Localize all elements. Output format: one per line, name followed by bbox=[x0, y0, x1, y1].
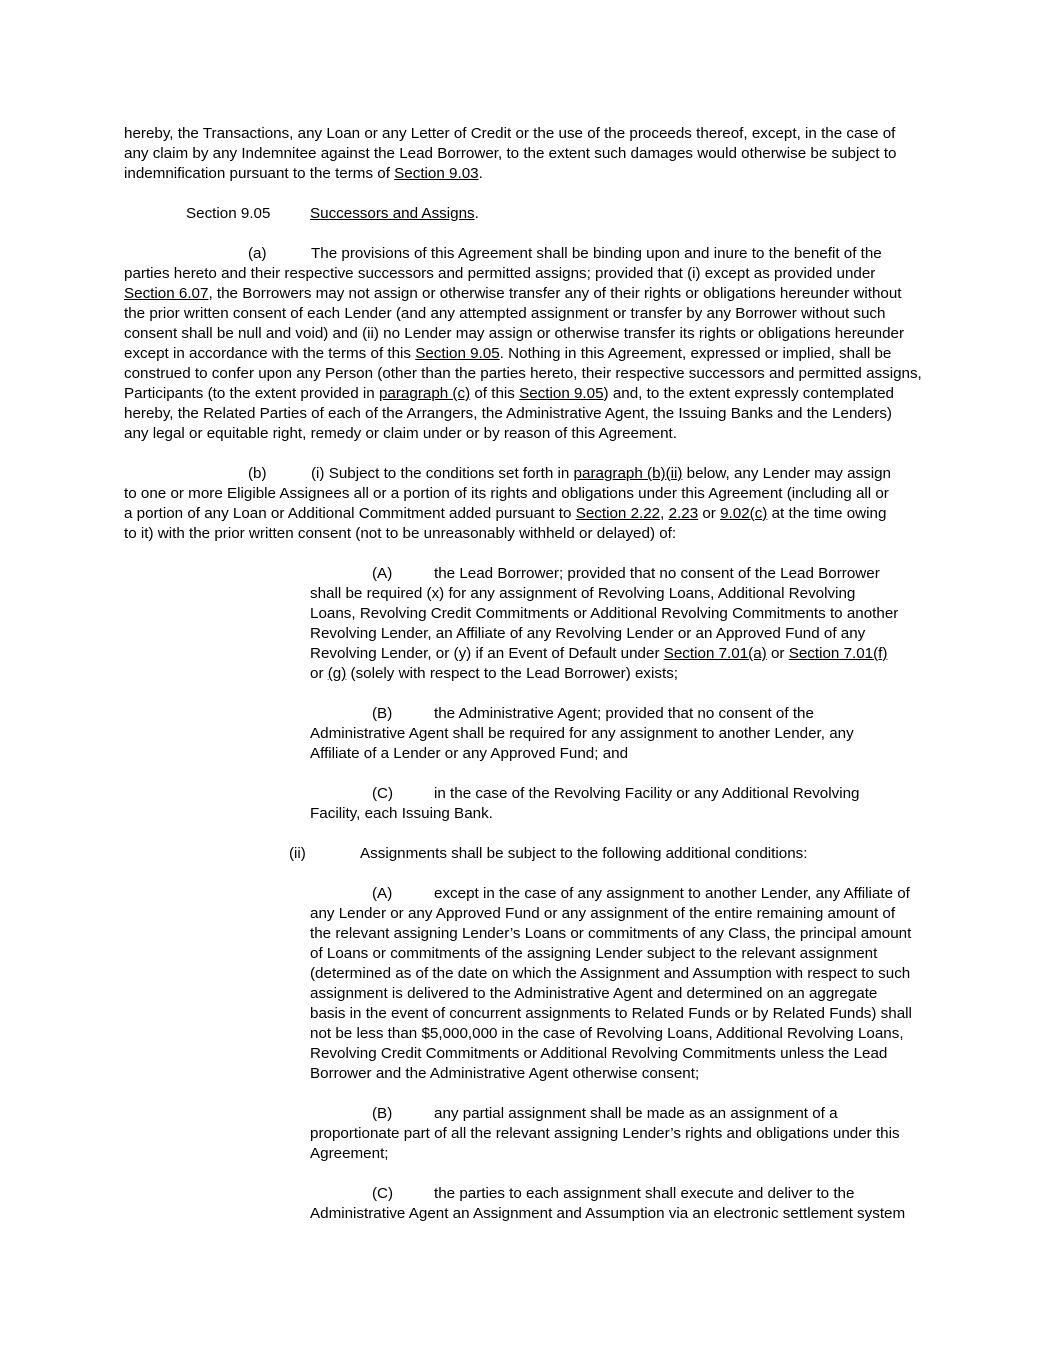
text-line: any legal or equitable right, remedy or claim under or by reason of this Agreement. bbox=[124, 425, 677, 442]
text-line: indemnification pursuant to the terms of Section 9.03. bbox=[124, 165, 483, 182]
section-2-23-link[interactable]: 2.23 bbox=[668, 505, 699, 522]
section-heading: Section 9.05 Successors and Assigns. bbox=[186, 205, 479, 222]
section-9-05-link[interactable]: Section 9.05 bbox=[415, 345, 500, 362]
subparagraph-label: (A) bbox=[372, 565, 393, 582]
text-line: Revolving Lender, or (y) if an Event of Default under Section 7.01(a) or Section 7.01(f) bbox=[310, 645, 888, 662]
paragraph-label: (a) bbox=[248, 245, 267, 262]
text-line: Revolving Lender, an Affiliate of any Revolving Lender or an Approved Fund of any bbox=[310, 625, 866, 642]
subparagraph-b-A: (A) the Lead Borrower; provided that no consent of the Lead Borrower shall be required (x) for any assignment of Revolving Loans, Additional Revolving Loans, Revolving Credit Commitments or Additional Revolving Commitments to another Revolving Lender, an Affiliate of any Revolving Lender or an Approved Fund of any Revolving Lender, or (y) if an Event of Default under Section 7.01(a) or Section 7.01(f) or (g) (solely with respect to the Lead Borrower) exists; bbox=[310, 565, 899, 682]
text-line: (determined as of the date on which the Assignment and Assumption with respect to such bbox=[310, 965, 911, 982]
subparagraph-label: (C) bbox=[372, 1185, 394, 1202]
section-2-22-link[interactable]: Section 2.22 bbox=[575, 505, 661, 522]
paragraph-c-link[interactable]: paragraph (c) bbox=[378, 385, 471, 402]
section-9-05-link[interactable]: Section 9.05 bbox=[519, 385, 604, 402]
text-line: hereby, the Related Parties of each of the Arrangers, the Administrative Agent, the Issuing Banks and the Lenders) bbox=[124, 405, 892, 422]
clause-g-link[interactable]: (g) bbox=[327, 665, 347, 682]
subparagraph-label: (B) bbox=[372, 1105, 393, 1122]
paragraph-b-ii-link[interactable]: paragraph (b)(ii) bbox=[573, 465, 683, 482]
text-line: consent shall be null and void) and (ii) no Lender may assign or otherwise transfer its rights or obligations hereunder bbox=[124, 325, 905, 342]
paragraph-label: (b) bbox=[248, 465, 267, 482]
subparagraph-b-ii: (ii) Assignments shall be subject to the following additional conditions: bbox=[289, 845, 808, 862]
subparagraph-ii-B: (B) any partial assignment shall be made as an assignment of a proportionate part of all the relevant assigning Lender’s rights and obligations under this Agreement; bbox=[310, 1105, 900, 1162]
subparagraph-b-B: (B) the Administrative Agent; provided that no consent of the Administrative Agent shall be required for any assignment to another Lender, any Affiliate of a Lender or any Approved Fund; and bbox=[310, 705, 854, 762]
intro-paragraph bbox=[124, 124, 897, 184]
paragraph-b: (b) (i) Subject to the conditions set forth in paragraph (b)(ii) below, any Lender may assign to one or more Eligible Assignees all or a portion of its rights and obligations under this Agreement (including all or a portion of any Loan or Additional Commitment added pursuant to Section 2.22, 2.23 or 9.02(c) at the time owing to it) with the prior written consent (not to be unreasonably withheld or delayed) of: bbox=[124, 465, 891, 542]
text-line: shall be required (x) for any assignment of Revolving Loans, Additional Revolving bbox=[310, 585, 856, 602]
text-line: basis in the event of concurrent assignments to Related Funds or by Related Funds) shall bbox=[310, 1005, 912, 1022]
section-9-02c-link[interactable]: 9.02(c) bbox=[720, 505, 768, 522]
subparagraph-label: (B) bbox=[372, 705, 393, 722]
text-line: not be less than $5,000,000 in the case of Revolving Loans, Additional Revolving Loans, bbox=[310, 1025, 904, 1042]
section-7-01f-link[interactable]: Section 7.01(f) bbox=[788, 645, 888, 662]
text-line: of Loans or commitments of the assigning Lender subject to the relevant assignment bbox=[310, 945, 878, 962]
subparagraph-label: (A) bbox=[372, 885, 393, 902]
text-line: the prior written consent of each Lender (and any attempted assignment or transfer by any Borrower without such bbox=[124, 305, 886, 322]
text-line: Borrower and the Administrative Agent otherwise consent; bbox=[310, 1065, 700, 1082]
text-line: Administrative Agent an Assignment and Assumption via an electronic settlement system bbox=[310, 1205, 906, 1222]
text-line: assignment is delivered to the Administrative Agent and determined on an aggregate bbox=[310, 985, 878, 1002]
text-line: the relevant assigning Lender’s Loans or commitments of any Class, the principal amount bbox=[310, 925, 912, 942]
paragraph-a: (a) The provisions of this Agreement shall be binding upon and inure to the benefit of the parties hereto and their respective successors and permitted assigns; provided that (i) except as provided under Section 6.07, the Borrowers may not assign or otherwise transfer any of their rights or obligations hereunder without the prior written consent of each Lender (and any attempted assignment or transfer by any Borrower without such consent shall be null and void) and (ii) no Lender may assign or otherwise transfer its rights or obligations hereunder except in accordance with the terms of this Section 9.05. Nothing in this Agreement, expressed or implied, shall be construed to confer upon any Person (other than the parties hereto, their respective successors and permitted assigns, Participants (to the extent provided in paragraph (c) of this Section 9.05) and, to the extent expressly contemplated hereby, the Related Parties of each of the Arrangers, the Administrative Agent, the Issuing Banks and the Lenders) any legal or equitable right, remedy or claim under or by reason of this Agreement. bbox=[124, 245, 922, 442]
text-line: Section 6.07, the Borrowers may not assign or otherwise transfer any of their rights or obligations hereunder without bbox=[124, 285, 902, 302]
section-6-07-link[interactable]: Section 6.07 bbox=[124, 285, 209, 302]
text-line: any claim by any Indemnitee against the Lead Borrower, to the extent such damages would otherwise be subject to bbox=[124, 145, 897, 162]
text-line: or (g) (solely with respect to the Lead Borrower) exists; bbox=[310, 665, 679, 682]
text-line: Affiliate of a Lender or any Approved Fund; and bbox=[310, 745, 629, 762]
section-9-03-link[interactable]: Section 9.03 bbox=[394, 165, 479, 182]
text-line: proportionate part of all the relevant assigning Lender’s rights and obligations under this bbox=[310, 1125, 900, 1142]
section-title: Successors and Assigns bbox=[310, 205, 475, 222]
text-line: construed to confer upon any Person (other than the parties hereto, their respective successors and permitted assigns, bbox=[124, 365, 922, 382]
subparagraph-b-C: (C) in the case of the Revolving Facility or any Additional Revolving Facility, each Issuing Bank. bbox=[310, 785, 860, 822]
subparagraph-label: (ii) bbox=[289, 845, 306, 862]
text-line: a portion of any Loan or Additional Commitment added pursuant to Section 2.22, 2.23 or 9.02(c) at the time owing bbox=[124, 505, 887, 522]
text-line: Facility, each Issuing Bank. bbox=[310, 805, 493, 822]
subparagraph-ii-C: (C) the parties to each assignment shall execute and deliver to the Administrative Agent an Assignment and Assumption via an electronic settlement system bbox=[310, 1185, 906, 1222]
text-line: except in accordance with the terms of this Section 9.05. Nothing in this Agreement, expressed or implied, shall be bbox=[124, 345, 892, 362]
text-line: Agreement; bbox=[310, 1145, 389, 1162]
subparagraph-label: (C) bbox=[372, 785, 394, 802]
section-number: Section 9.05 bbox=[186, 205, 271, 222]
text-line: parties hereto and their respective successors and permitted assigns; provided that (i) except as provided under bbox=[124, 265, 876, 282]
text-line: hereby, the Transactions, any Loan or any Letter of Credit or the use of the proceeds thereof, except, in the case of bbox=[124, 125, 896, 142]
text-line: to it) with the prior written consent (not to be unreasonably withheld or delayed) of: bbox=[124, 525, 677, 542]
text-line: any Lender or any Approved Fund or any assignment of the entire remaining amount of bbox=[310, 905, 896, 922]
text-line: Participants (to the extent provided in paragraph (c) of this Section 9.05) and, to the extent expressly contemplated bbox=[124, 385, 894, 402]
text-line: to one or more Eligible Assignees all or a portion of its rights and obligations under this Agreement (including all or bbox=[124, 485, 889, 502]
text-line: Revolving Credit Commitments or Additional Revolving Commitments unless the Lead bbox=[310, 1045, 888, 1062]
subparagraph-ii-A: (A) except in the case of any assignment to another Lender, any Affiliate of any Lender or any Approved Fund or any assignment of the entire remaining amount of the relevant assigning Lender’s Loans or commitments of any Class, the principal amount of Loans or commitments of the assigning Lender subject to the relevant assignment (determined as of the date on which the Assignment and Assumption with respect to such assignment is delivered to the Administrative Agent and determined on an aggregate basis in the event of concurrent assignments to Related Funds or by Related Funds) shall not be less than $5,000,000 in the case of Revolving Loans, Additional Revolving Loans, Revolving Credit Commitments or Additional Revolving Commitments unless the Lead Borrower and the Administrative Agent otherwise consent; bbox=[310, 885, 912, 1082]
section-7-01a-link[interactable]: Section 7.01(a) bbox=[663, 645, 767, 662]
text-line: Loans, Revolving Credit Commitments or Additional Revolving Commitments to another bbox=[310, 605, 899, 622]
text-line: Administrative Agent shall be required for any assignment to another Lender, any bbox=[310, 725, 854, 742]
